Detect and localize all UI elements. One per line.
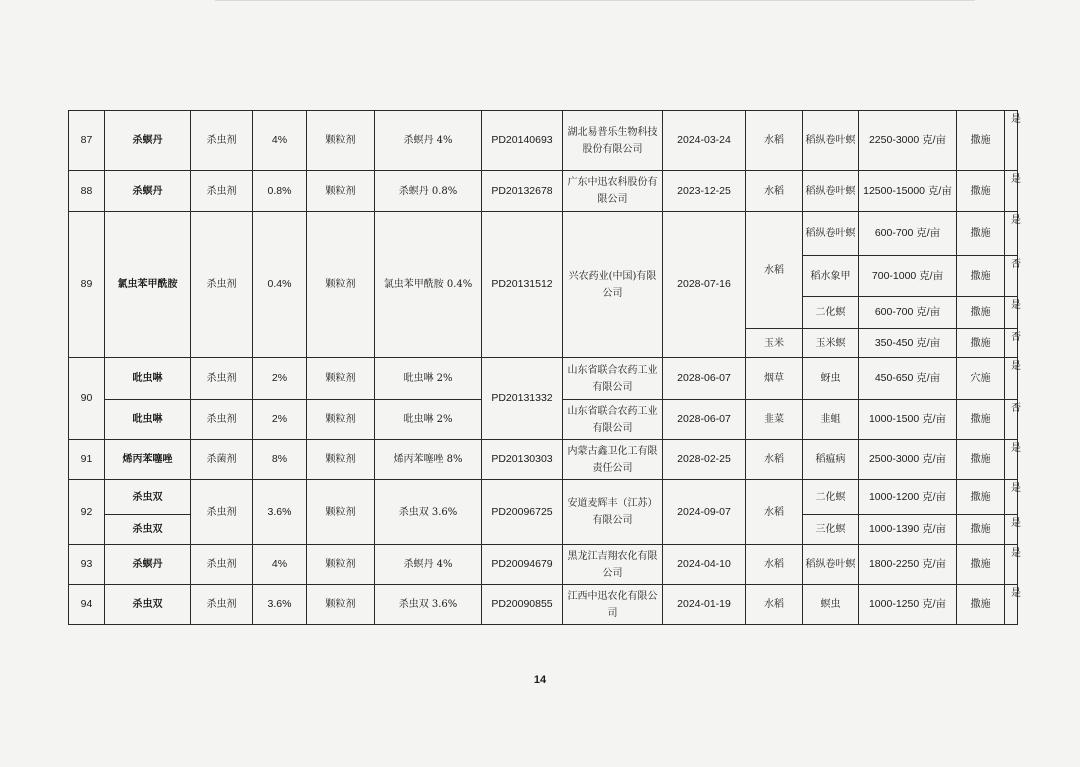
application-method: 撒施 bbox=[957, 171, 1005, 212]
pesticide-type: 杀虫剂 bbox=[191, 545, 253, 585]
expiry-date: 2024-09-07 bbox=[663, 480, 746, 545]
flag: 是 bbox=[1005, 212, 1018, 256]
flag: 是 bbox=[1005, 171, 1018, 212]
product-name: 杀螟丹 bbox=[105, 545, 191, 585]
crop: 水稻 bbox=[746, 111, 803, 171]
concentration: 3.6% bbox=[253, 480, 307, 545]
scan-edge-line bbox=[215, 0, 975, 1]
formulation: 颗粒剂 bbox=[307, 171, 375, 212]
row-number: 88 bbox=[69, 171, 105, 212]
flag: 是 bbox=[1005, 297, 1018, 329]
formulation: 颗粒剂 bbox=[307, 358, 375, 400]
crop: 水稻 bbox=[746, 480, 803, 545]
pesticide-type: 杀虫剂 bbox=[191, 111, 253, 171]
target-pest: 稻水象甲 bbox=[803, 256, 859, 297]
target-pest: 稻瘟病 bbox=[803, 440, 859, 480]
registration-number: PD20094679 bbox=[482, 545, 563, 585]
target-pest: 韭蛆 bbox=[803, 400, 859, 440]
active-ingredient: 杀螟丹 0.8% bbox=[375, 171, 482, 212]
pesticide-type: 杀虫剂 bbox=[191, 400, 253, 440]
registration-number: PD20130303 bbox=[482, 440, 563, 480]
pesticide-type: 杀菌剂 bbox=[191, 440, 253, 480]
formulation: 颗粒剂 bbox=[307, 400, 375, 440]
pesticide-type: 杀虫剂 bbox=[191, 585, 253, 625]
crop: 玉米 bbox=[746, 329, 803, 358]
active-ingredient: 吡虫啉 2% bbox=[375, 400, 482, 440]
company: 内蒙古鑫卫化工有限责任公司 bbox=[563, 440, 663, 480]
table-row bbox=[69, 440, 1018, 480]
application-method: 穴施 bbox=[957, 358, 1005, 400]
expiry-date: 2023-12-25 bbox=[663, 171, 746, 212]
row-number: 90 bbox=[69, 358, 105, 440]
target-pest: 稻纵卷叶螟 bbox=[803, 111, 859, 171]
target-pest: 二化螟 bbox=[803, 480, 859, 515]
application-method: 撒施 bbox=[957, 297, 1005, 329]
product-name: 杀螟丹 bbox=[105, 171, 191, 212]
formulation: 颗粒剂 bbox=[307, 585, 375, 625]
target-pest: 稻纵卷叶螟 bbox=[803, 171, 859, 212]
row-number: 94 bbox=[69, 585, 105, 625]
company: 广东中迅农科股份有限公司 bbox=[563, 171, 663, 212]
table-row bbox=[69, 545, 1018, 585]
target-pest: 蚜虫 bbox=[803, 358, 859, 400]
flag: 是 bbox=[1005, 515, 1018, 545]
active-ingredient: 氯虫苯甲酰胺 0.4% bbox=[375, 212, 482, 358]
pesticide-type: 杀虫剂 bbox=[191, 358, 253, 400]
application-method: 撒施 bbox=[957, 329, 1005, 358]
company: 安道麦辉丰（江苏）有限公司 bbox=[563, 480, 663, 545]
target-pest: 玉米螟 bbox=[803, 329, 859, 358]
expiry-date: 2028-06-07 bbox=[663, 358, 746, 400]
registration-number: PD20090855 bbox=[482, 585, 563, 625]
concentration: 4% bbox=[253, 111, 307, 171]
crop: 韭菜 bbox=[746, 400, 803, 440]
flag: 是 bbox=[1005, 545, 1018, 585]
concentration: 2% bbox=[253, 400, 307, 440]
product-name: 杀虫双 bbox=[105, 515, 191, 545]
dosage: 2500-3000 克/亩 bbox=[859, 440, 957, 480]
table-row bbox=[69, 111, 1018, 171]
application-method: 撒施 bbox=[957, 212, 1005, 256]
active-ingredient: 杀虫双 3.6% bbox=[375, 480, 482, 545]
table-row bbox=[69, 480, 1018, 515]
target-pest: 稻纵卷叶螟 bbox=[803, 545, 859, 585]
expiry-date: 2024-04-10 bbox=[663, 545, 746, 585]
pesticide-type: 杀虫剂 bbox=[191, 212, 253, 358]
company: 兴农药业(中国)有限公司 bbox=[563, 212, 663, 358]
concentration: 3.6% bbox=[253, 585, 307, 625]
application-method: 撒施 bbox=[957, 585, 1005, 625]
flag: 是 bbox=[1005, 358, 1018, 400]
company: 湖北易普乐生物科技股份有限公司 bbox=[563, 111, 663, 171]
flag: 否 bbox=[1005, 329, 1018, 358]
crop: 烟草 bbox=[746, 358, 803, 400]
active-ingredient: 吡虫啉 2% bbox=[375, 358, 482, 400]
target-pest: 稻纵卷叶螟 bbox=[803, 212, 859, 256]
row-number: 91 bbox=[69, 440, 105, 480]
flag: 是 bbox=[1005, 440, 1018, 480]
active-ingredient: 烯丙苯噻唑 8% bbox=[375, 440, 482, 480]
application-method: 撒施 bbox=[957, 480, 1005, 515]
product-name: 杀虫双 bbox=[105, 480, 191, 515]
product-name: 杀螟丹 bbox=[105, 111, 191, 171]
company: 山东省联合农药工业有限公司 bbox=[563, 400, 663, 440]
expiry-date: 2024-03-24 bbox=[663, 111, 746, 171]
expiry-date: 2028-07-16 bbox=[663, 212, 746, 358]
formulation: 颗粒剂 bbox=[307, 480, 375, 545]
dosage: 12500-15000 克/亩 bbox=[859, 171, 957, 212]
registration-number: PD20096725 bbox=[482, 480, 563, 545]
dosage: 450-650 克/亩 bbox=[859, 358, 957, 400]
concentration: 2% bbox=[253, 358, 307, 400]
page-number: 14 bbox=[533, 674, 547, 686]
application-method: 撒施 bbox=[957, 515, 1005, 545]
application-method: 撒施 bbox=[957, 545, 1005, 585]
product-name: 烯丙苯噻唑 bbox=[105, 440, 191, 480]
active-ingredient: 杀螟丹 4% bbox=[375, 111, 482, 171]
formulation: 颗粒剂 bbox=[307, 212, 375, 358]
application-method: 撒施 bbox=[957, 400, 1005, 440]
application-method: 撒施 bbox=[957, 111, 1005, 171]
row-number: 93 bbox=[69, 545, 105, 585]
row-number: 92 bbox=[69, 480, 105, 545]
flag: 否 bbox=[1005, 400, 1018, 440]
dosage: 600-700 克/亩 bbox=[859, 212, 957, 256]
dosage: 350-450 克/亩 bbox=[859, 329, 957, 358]
crop: 水稻 bbox=[746, 545, 803, 585]
formulation: 颗粒剂 bbox=[307, 440, 375, 480]
formulation: 颗粒剂 bbox=[307, 545, 375, 585]
flag: 否 bbox=[1005, 256, 1018, 297]
table-row bbox=[69, 171, 1018, 212]
concentration: 0.4% bbox=[253, 212, 307, 358]
registration-number: PD20131512 bbox=[482, 212, 563, 358]
row-number: 87 bbox=[69, 111, 105, 171]
expiry-date: 2028-06-07 bbox=[663, 400, 746, 440]
pesticide-type: 杀虫剂 bbox=[191, 480, 253, 545]
concentration: 0.8% bbox=[253, 171, 307, 212]
table-row bbox=[69, 212, 1018, 256]
formulation: 颗粒剂 bbox=[307, 111, 375, 171]
company: 黑龙江吉翔农化有限公司 bbox=[563, 545, 663, 585]
product-name: 吡虫啉 bbox=[105, 400, 191, 440]
flag: 是 bbox=[1005, 111, 1018, 171]
dosage: 1800-2250 克/亩 bbox=[859, 545, 957, 585]
pesticide-registration-table bbox=[68, 110, 1021, 625]
row-number: 89 bbox=[69, 212, 105, 358]
active-ingredient: 杀螟丹 4% bbox=[375, 545, 482, 585]
product-name: 吡虫啉 bbox=[105, 358, 191, 400]
crop: 水稻 bbox=[746, 171, 803, 212]
target-pest: 三化螟 bbox=[803, 515, 859, 545]
crop: 水稻 bbox=[746, 440, 803, 480]
dosage: 2250-3000 克/亩 bbox=[859, 111, 957, 171]
flag: 是 bbox=[1005, 585, 1018, 625]
target-pest: 螟虫 bbox=[803, 585, 859, 625]
crop: 水稻 bbox=[746, 585, 803, 625]
concentration: 4% bbox=[253, 545, 307, 585]
expiry-date: 2028-02-25 bbox=[663, 440, 746, 480]
concentration: 8% bbox=[253, 440, 307, 480]
registration-number: PD20131332 bbox=[482, 358, 563, 440]
dosage: 1000-1500 克/亩 bbox=[859, 400, 957, 440]
product-name: 氯虫苯甲酰胺 bbox=[105, 212, 191, 358]
flag: 是 bbox=[1005, 480, 1018, 515]
table-row bbox=[69, 585, 1018, 625]
registration-number: PD20140693 bbox=[482, 111, 563, 171]
pesticide-type: 杀虫剂 bbox=[191, 171, 253, 212]
target-pest: 二化螟 bbox=[803, 297, 859, 329]
company: 江西中迅农化有限公司 bbox=[563, 585, 663, 625]
dosage: 1000-1200 克/亩 bbox=[859, 480, 957, 515]
table-row bbox=[69, 358, 1018, 400]
dosage: 1000-1250 克/亩 bbox=[859, 585, 957, 625]
application-method: 撒施 bbox=[957, 440, 1005, 480]
crop: 水稻 bbox=[746, 212, 803, 329]
dosage: 600-700 克/亩 bbox=[859, 297, 957, 329]
registration-number: PD20132678 bbox=[482, 171, 563, 212]
product-name: 杀虫双 bbox=[105, 585, 191, 625]
expiry-date: 2024-01-19 bbox=[663, 585, 746, 625]
dosage: 700-1000 克/亩 bbox=[859, 256, 957, 297]
dosage: 1000-1390 克/亩 bbox=[859, 515, 957, 545]
company: 山东省联合农药工业有限公司 bbox=[563, 358, 663, 400]
application-method: 撒施 bbox=[957, 256, 1005, 297]
active-ingredient: 杀虫双 3.6% bbox=[375, 585, 482, 625]
